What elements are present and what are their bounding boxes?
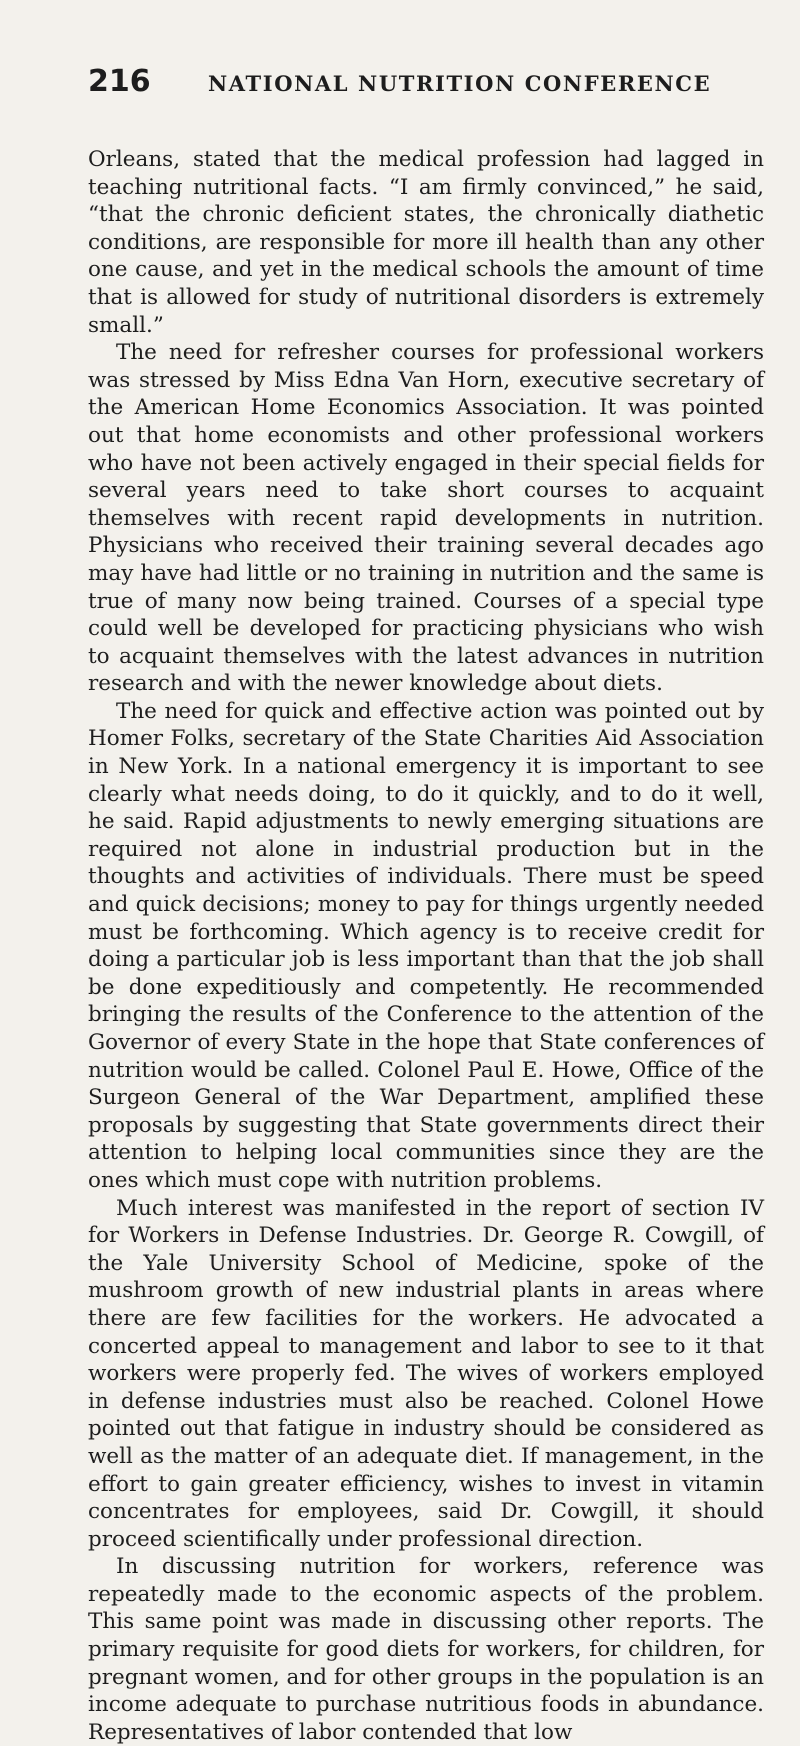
body-text bbox=[88, 146, 764, 1746]
paragraph-quick-action: The need for quick and effective action was pointed out by Homer Folks, secretary of the State Charities Aid Association in New York. In a national emergency it is important to see clearly what needs doing, to do it quickly, and to do it well, he said. Rapid adjustments to newly emerging situations are required not alone in industrial production but in the thoughts and activities of individuals. There must be speed and quick decisions; money to pay for things urgently needed must be forthcoming. Which agency is to receive credit for doing a particular job is less important than that the job shall be done expeditiously and competently. He recommended bringing the results of the Conference to the attention of the Governor of every State in the hope that State conferences of nutrition would be called. Colonel Paul E. Howe, Office of the Surgeon General of the War Department, amplified these proposals by suggesting that State governments direct their attention to helping local communities since they are the ones which must cope with nutrition problems. bbox=[88, 698, 764, 1193]
running-head bbox=[88, 64, 764, 106]
paragraph-economic-aspects: In discussing nutrition for workers, reference was repeatedly made to the economic aspects of the problem. This same point was made in discussing other reports. The primary requisite for good diets for workers, for children, for pregnant women, and for other groups in the population is an income adequate to purchase nutritious foods in abundance. Representatives of labor contended that low bbox=[88, 1554, 764, 1745]
paragraph-continuation: Orleans, stated that the medical profession had lagged in teaching nutritional facts. “I am firmly convinced,” he said, “that the chronic deficient states, the chronically diathetic conditions, are responsible for more ill health than any other one cause, and yet in the medical schools the amount of time that is allowed for study of nutritional disorders is extremely small.” bbox=[88, 147, 764, 338]
paragraph-defense-workers: Much interest was manifested in the report of section IV for Workers in Defense Industries. Dr. George R. Cowgill, of the Yale University School of Medicine, spoke of the mushroom growth of new industrial plants in areas where there are few facilities for the workers. He advocated a concerted appeal to management and labor to see to it that workers were properly fed. The wives of workers employed in defense industries must also be reached. Colonel Howe pointed out that fatigue in industry should be considered as well as the matter of an adequate diet. If management, in the effort to gain greater efficiency, wishes to invest in vitamin concentrates for employees, said Dr. Cowgill, it should proceed scientifically under professional direction. bbox=[88, 1195, 764, 1552]
paragraph-refresher-courses: The need for refresher courses for professional workers was stressed by Miss Edna Van Horn, executive secretary of the American Home Economics Association. It was pointed out that home economists and other professional workers who have not been actively engaged in their special fields for several years need to take short courses to acquaint themselves with recent rapid developments in nutrition. Physicians who received their training several decades ago may have had little or no training in nutrition and the same is true of many now being trained. Courses of a special type could well be developed for practicing physicians who wish to acquaint themselves with the latest advances in nutrition research and with the newer knowledge about diets. bbox=[88, 340, 764, 697]
page-number: 216 bbox=[88, 64, 151, 99]
running-title: NATIONAL NUTRITION CONFERENCE bbox=[208, 71, 712, 96]
